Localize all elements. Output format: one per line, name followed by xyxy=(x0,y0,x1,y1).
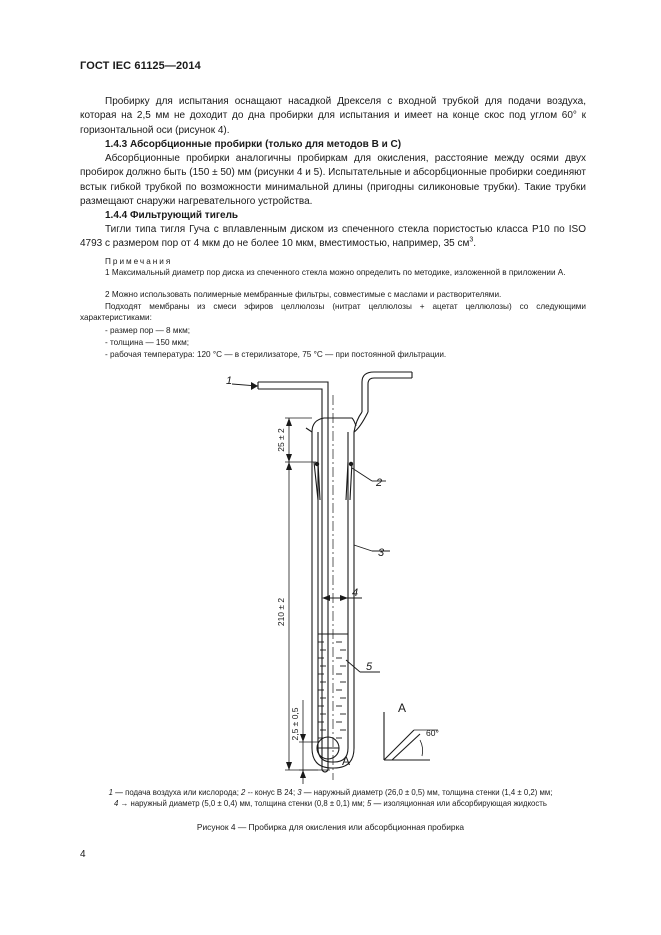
figure-caption: Рисунок 4 — Пробирка для окисления или абсорбционная пробирка xyxy=(196,822,465,832)
legend-key-2: 2 -- xyxy=(241,788,253,797)
figure-legend xyxy=(60,787,601,809)
legend-key-4: 4 → xyxy=(114,799,129,808)
section-heading-1-4-4: 1.4.4 Фильтрующий тигель xyxy=(105,210,239,221)
angle-label: 60° xyxy=(426,728,439,738)
detail-ref-a: A xyxy=(342,754,351,768)
legend-text-3: наружный диаметр (26,0 ± 0,5) мм, толщина стенки (1,4 ± 0,2) мм; xyxy=(311,788,553,797)
dim-25: 25 ± 2 xyxy=(276,428,286,452)
legend-text-4: наружный диаметр (5,0 ± 0,4) мм, толщина стенки (0,8 ± 0,1) мм; xyxy=(128,799,367,808)
label-3: 3 xyxy=(378,547,385,559)
note-1: 1 Максимальный диаметр пор диска из спеченного стекла можно определить по методике, изложенной в приложении А. xyxy=(105,268,566,277)
note-membranes: Подходят мембраны из смеси эфиров целлюлозы (нитрат целлюлозы + ацетат целлюлозы) со следующими характеристиками: xyxy=(80,302,586,322)
leader-3 xyxy=(354,545,372,551)
paragraph-crucible xyxy=(80,223,586,252)
legend-text-2: конус В 24; xyxy=(252,788,298,797)
paragraph-crucible-text: Тигли типа тигля Гуча с вплавленным диском из спеченного стекла пористостью класса Р10 по ISO 4793 с размером пор от 4 мкм до не более 10 мкм, вместимостью, например, 35 см xyxy=(80,224,586,250)
leader-2 xyxy=(352,468,372,481)
dim-2-5: 2,5 ± 0,5 xyxy=(290,707,300,741)
cubic-superscript: 3 xyxy=(469,236,474,244)
dim-210: 210 ± 2 xyxy=(276,597,286,627)
paragraph-absorption-tubes: Абсорбционные пробирки аналогичны пробиркам для окисления, расстояние между осями двух пробирок должно быть (150 ± 50) мм (рисунки 4 и 5). Испытательные и абсорбционные пробирки соединяют встык гибкой трубкой по возможности минимальной длины (пригодны силиконовые трубки). Такие трубки размещают снаружи нагревательного устройства. xyxy=(80,153,586,207)
document-header: ГОСТ IEC 61125—2014 xyxy=(80,60,201,72)
label-1: 1 xyxy=(226,375,233,387)
label-5: 5 xyxy=(366,661,373,673)
note-item-pore-size: - размер пор — 8 мкм; xyxy=(105,326,191,335)
detail-title-a: A xyxy=(398,701,407,715)
page-number: 4 xyxy=(80,849,86,860)
legend-key-1: 1 — xyxy=(108,788,123,797)
label-2: 2 xyxy=(376,477,383,489)
legend-key-3: 3 — xyxy=(297,788,312,797)
notes-title: Примечания xyxy=(105,257,173,266)
note-2: 2 Можно использовать полимерные мембранные фильтры, совместимые с маслами и растворителями. xyxy=(105,290,502,299)
outlet-tube xyxy=(368,378,412,412)
note-item-thickness: - толщина — 150 мкм; xyxy=(105,338,189,347)
paragraph-drechsel: Пробирку для испытания оснащают насадкой Дрекселя с входной трубкой для подачи воздуха, которая на 2,5 мм не доходит до дна пробирки для испытания и имеет на конце скос под углом 60° к горизонтальной оси (рисунок 4). xyxy=(80,96,586,136)
legend-text-1: подача воздуха или кислорода; xyxy=(122,788,242,797)
section-heading-1-4-3: 1.4.3 Абсорбционные пробирки (только для методов В и С) xyxy=(105,139,402,150)
figure-oxidation-tube-drawing xyxy=(0,365,661,785)
label-4: 4 xyxy=(352,587,359,599)
legend-key-5: 5 — xyxy=(366,799,382,808)
legend-text-5: изоляционная или абсорбирующая жидкость xyxy=(381,799,547,808)
note-item-temperature: - рабочая температура: 120 °C — в стерилизаторе, 75 °C — при постоянной фильтрации. xyxy=(105,350,447,359)
paragraph-crucible-end: . xyxy=(473,238,477,250)
